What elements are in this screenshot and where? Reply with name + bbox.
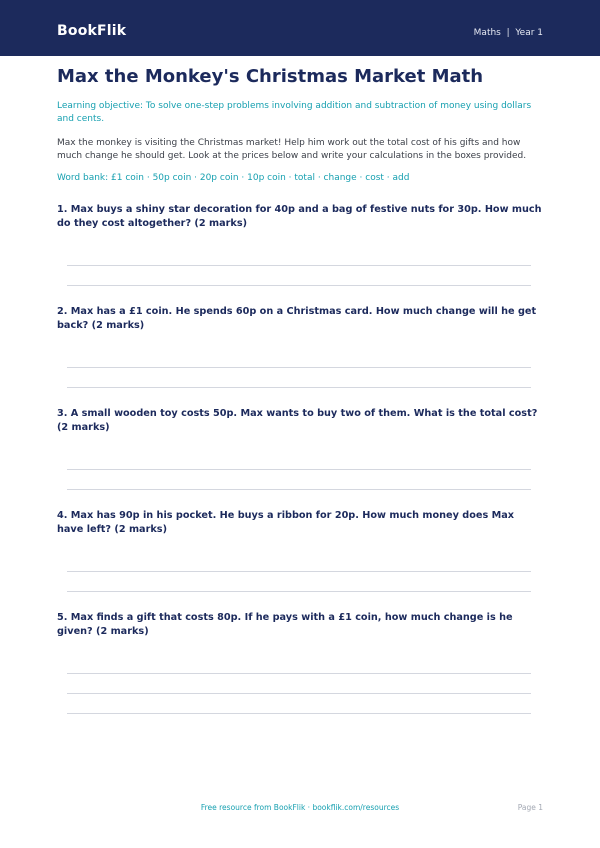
- page-number: Page 1: [517, 803, 543, 812]
- question-5: 5. Max finds a gift that costs 80p. If he pays with a £1 coin, how much change is he given? (2 marks): [57, 612, 513, 637]
- intro-paragraph: Max the monkey is visiting the Christmas market! Help him work out the total cost of his gifts and how much change he should get. Look at the prices below and write your calculations in the boxes provided.: [57, 138, 527, 161]
- question-2: 2. Max has a £1 coin. He spends 60p on a Christmas card. How much change will he get back? (2 marks): [57, 306, 537, 331]
- answer-line[interactable]: [67, 387, 531, 388]
- answer-line[interactable]: [67, 591, 531, 592]
- answer-line[interactable]: [67, 285, 531, 286]
- page-header: [0, 0, 600, 56]
- answer-line[interactable]: [67, 713, 531, 714]
- learning-objective: Learning objective: To solve one-step problems involving addition and subtraction of money using dollars and cents.: [57, 101, 532, 124]
- answer-line[interactable]: [67, 469, 531, 470]
- answer-line[interactable]: [67, 693, 531, 694]
- answer-line[interactable]: [67, 673, 531, 674]
- footer-source-link[interactable]: Free resource from BookFlik · bookflik.com/resources: [200, 803, 400, 812]
- question-3: 3. A small wooden toy costs 50p. Max wants to buy two of them. What is the total cost? (2 marks): [57, 408, 538, 433]
- question-1: 1. Max buys a shiny star decoration for 40p and a bag of festive nuts for 30p. How much do they cost altogether? (2 marks): [57, 204, 542, 229]
- answer-line[interactable]: [67, 265, 531, 266]
- question-4: 4. Max has 90p in his pocket. He buys a ribbon for 20p. How much money does Max have left? (2 marks): [57, 510, 515, 535]
- word-bank: Word bank: £1 coin · 50p coin · 20p coin · 10p coin · total · change · cost · add: [57, 173, 410, 183]
- brand-logo: BookFlik: [57, 23, 127, 39]
- answer-line[interactable]: [67, 489, 531, 490]
- answer-line[interactable]: [67, 571, 531, 572]
- subject-year-label: Maths | Year 1: [473, 28, 543, 38]
- page-title: Max the Monkey's Christmas Market Math: [57, 66, 484, 87]
- answer-line[interactable]: [67, 367, 531, 368]
